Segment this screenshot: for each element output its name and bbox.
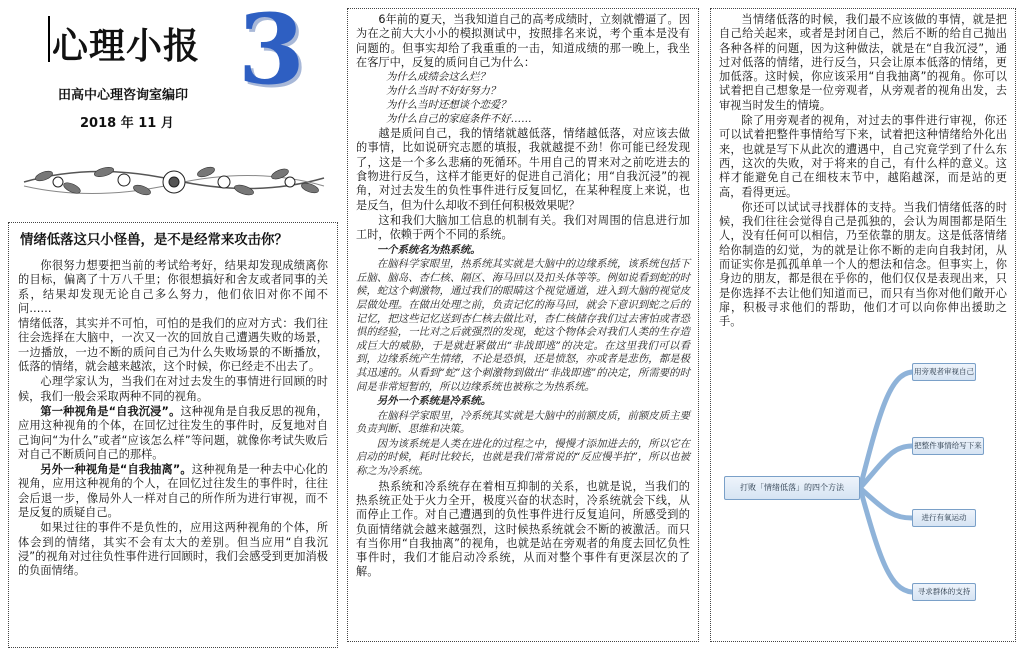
issue-number: 3 <box>238 0 305 106</box>
mindmap <box>720 350 1012 612</box>
floral-divider-ornament <box>14 152 334 208</box>
mindmap-center-node: 打败「情绪低落」的四个方法 <box>724 476 860 500</box>
question-4: 为什么自己的家庭条件不好…… <box>386 113 532 126</box>
masthead <box>8 0 338 211</box>
editor-line: 田高中心理咨询室编印 <box>58 88 189 103</box>
view1-paragraph <box>18 405 328 462</box>
cold-system-label: 另外一个系统是冷系统。 <box>376 395 492 408</box>
view2-paragraph <box>18 463 328 520</box>
hot-system-label: 一个系统名为热系统。 <box>376 243 481 256</box>
cold-system-text-2: 因为该系统是人类在进化的过程之中，慢慢才添加进去的，所以它在启动的时候，耗时比较长，也就是我们常常说的“反应慢半拍”，所以也被称之为冷系统。 <box>356 437 690 478</box>
question-3: 为什么当时还想谈个恋爱？ <box>386 99 511 112</box>
middle-paragraph-3: 这和我们大脑加工信息的机制有关。我们对周围的信息进行加工时，依赖于两个不同的系统。 <box>356 213 690 242</box>
right-paragraph-3: 你还可以试试寻找群体的支持。当我们情绪低落的时候，我们往往会觉得自己是孤独的，会认为周围都是陌生人，没有任何可以相信，乃至依靠的朋友。这是低落情绪给你制造的幻觉，为的就是让你不断的走向自我封闭，从而证实你是孤孤单单一个人的想法和信念。但事实上，你身边的朋友，都是很在乎你的，他们仅仅是表现出来，只是你选择不去让他们知道而已，而只有当你对他们敞开心扉，积极寻求他们的帮助，他们才可以向你伸出援助之手。 <box>719 200 1007 329</box>
left-paragraph-2: 情绪低落，其实并不可怕，可怕的是我们的应对方式：我们往往会选择在大脑中，一次又一次的回放自己遭遇失败的场景，一边播放，一边不断的质问自己为什么失败场景的不断播放，低落的情绪，就会越来越浓，这个时候，你已经走不出去了。 <box>18 317 328 374</box>
middle-paragraph-2: 越是质问自己，我的情绪就越低落，情绪越低落，对应该去做的事情，比如说研究志愿的填报，我就越提不劲！你可能已经发现了，这是一个多么悲痛的死循环。牛用自己的胃来对之前吃进去的食物进行反刍，这样才能更好的促进自己消化；用“自我沉浸”的视角，对过去发生的负性事件进行反复回忆，在某种程度上来说，也是反刍，但为什么却收不到任何积极效果呢？ <box>356 127 690 212</box>
mindmap-branch-4: 寻求群体的支持 <box>912 583 976 601</box>
question-2: 为什么当时不好好努力？ <box>386 85 501 98</box>
article-heading: 情绪低落这只小怪兽，是不是经常来攻击你？ <box>20 233 288 248</box>
question-1: 为什么成绩会这么烂？ <box>386 71 490 84</box>
left-paragraph-3: 心理学家认为，当我们在对过去发生的事情进行回顾的时候，我们一般会采取两种不同的视角。 <box>18 375 328 403</box>
middle-column <box>347 8 699 642</box>
right-paragraph-1: 当情绪低落的时候，我们最不应该做的事情，就是把自己给关起来，或者是封闭自己，然后不断的给自己抛出各种各样的问题，因为这种做法，就是在“自我沉浸”，通过对低落的情绪，进行反刍，只会让原本低落的情绪，更加低落。这时候，你应该采用“自我抽离”的视角。你可以试着把自己想象是一位旁观者，从旁观者的视角出发，去审视当时发生的情境。 <box>719 13 1007 112</box>
mindmap-branch-2: 把整件事情给写下来 <box>912 437 984 455</box>
issue-date: 2018 年 11 月 <box>80 116 174 131</box>
right-paragraph-2: 除了用旁观者的视角，对过去的事件进行审视，你还可以试着把整件事情给写下来，试着把这种情绪给外化出来，也就是写下从此次的遭遇中，自己究竟学到了什么东西，这次的失败，对于将来的自己，有什么样的意义。这样才能避免自己在细枝末节中，越陷越深，而是站的更高，看得更远。 <box>719 114 1007 199</box>
view2-label: 另外一种视角是“自我抽离”。 <box>40 463 192 477</box>
middle-intro: 6年前的夏天，当我知道自己的高考成绩时，立刻就懵逼了。因为在之前大大小小的模拟测试中，按照排名来说，考个重本是没有问题的。但事实却给了我重重的一击，知道成绩的那一晚上，我坐在客厅中，反复的质问自己为什么： <box>356 13 690 69</box>
cold-system-text: 在脑科学家眼里，冷系统其实就是大脑中的前额皮质，前额皮质主要负责判断、思维和决策。 <box>356 409 690 436</box>
left-paragraph-last: 如果过往的事件不是负性的，应用这两种视角的个体，所体会到的情绪，其实不会有太大的差别。但当应用“自我沉浸”的视角对过往负性事件进行回顾时，我们会感受到更加消极的负面情绪。 <box>18 521 328 578</box>
title-bar-line <box>48 16 50 62</box>
view2-text: 这种视角是一种去中心化的视角，应用这种视角的个人，在回忆过往发生的事件时，往往会后退一步，像局外人一样对自己的所作所为进行审视，而不是反复的质疑自己。 <box>18 463 328 520</box>
left-column <box>8 222 338 648</box>
hot-system-text: 在脑科学家眼里，热系统其实就是大脑中的边缘系统，该系统包括下丘脑、脑岛、杏仁核、隔区、海马回以及扣头体等等。例如说看到蛇的时候，蛇这个刺激物，通过我们的眼睛这个视觉通道，进入到大脑的视觉皮层做处理。在做出处理之前，负责记忆的海马回，就会下意识到蛇之后的记忆，把这些记忆送到杏仁核去做比对，杏仁核储存我们过去害怕或者恐惧的经验，一比对之后就强烈的发现，蛇这个物体会对我们人类的生存造成巨大的威胁，于是就赶紧做出“非战即逃”的决定。在这里我们可以看到，边缘系统产生情绪，不论是恐惧，还是愤怒，亦或者是悲伤，都是极其迅速的。从看到“蛇”这个刺激物到做出“非战即逃”的决定，所需要的时间是非常短暂的，所以边缘系统也被称之为热系统。 <box>356 258 690 393</box>
left-paragraph-1: 你很努力想要把当前的考试给考好，结果却发现成绩离你的目标，偏离了十万八千里；你很想搞好和舍友或者同事的关系，结果却发现无论自己多么努力，他们依旧对你不闻不问…… <box>18 259 328 315</box>
mindmap-branch-3: 进行有氧运动 <box>912 509 976 527</box>
view1-text: 这种视角是自我反思的视角，应用这种视角的个体，在回忆过往发生的事件时，反复地对自己询问“为什么”或者“应该怎么样”等问题，就像你考试失败后对自己不断质问自己的那样。 <box>18 404 328 461</box>
view1-label: 第一种视角是“自我沉浸”。 <box>40 404 181 418</box>
middle-paragraph-4: 热系统和冷系统存在着相互抑制的关系，也就是说，当我们的热系统正处于火力全开，极度兴奋的状态时，冷系统就会下线，从而停止工作。对自己遭遇到的负性事件进行反复追问，所感受到的负面情绪就会越来越强烈，这时候热系统就会不断的被激活。而只有当你用“自我抽离”的视角，也就是站在旁观者的角度去回忆负性事件时，我们才能启动冷系统，从而对整个事件有更深层次的了解。 <box>356 479 690 579</box>
paper-title: 心理小报 <box>52 25 201 67</box>
mindmap-branch-1: 用旁观者审视自己 <box>912 363 976 381</box>
